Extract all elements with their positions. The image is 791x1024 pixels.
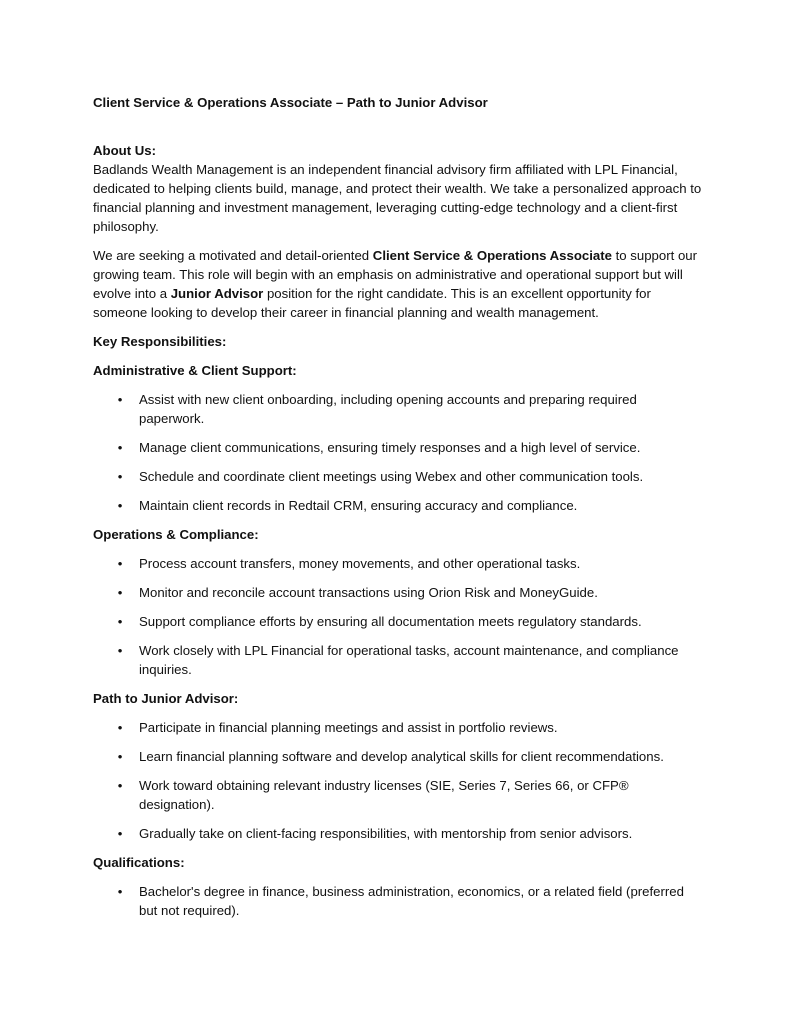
bullet-icon: • [117,826,123,841]
list-item-text: Support compliance efforts by ensuring all documentation meets regulatory standards. [139,614,642,629]
list-item-text: Assist with new client onboarding, including opening accounts and preparing required paperwork. [139,392,637,426]
list-item [93,554,703,573]
list-item-text: Participate in financial planning meetings and assist in portfolio reviews. [139,720,558,735]
list-item [93,882,703,920]
bullet-icon: • [117,720,123,735]
about-paragraph: Badlands Wealth Management is an independent financial advisory firm affiliated with LPL Financial, dedicated to helping clients build, manage, and protect their wealth. We take a personalized approach to financial planning and investment management, leveraging cutting-edge technology and a client-first philosophy. [93,162,702,234]
intro-advisor-name: Junior Advisor [170,286,264,301]
section-heading-admin: Administrative & Client Support: [93,363,297,378]
about-heading: About Us: [93,143,156,158]
list-item [93,390,703,428]
bullet-icon: • [117,749,123,764]
list-item [93,824,703,843]
bullet-icon: • [117,498,123,513]
list-item-text: Gradually take on client-facing responsibilities, with mentorship from senior advisors. [139,826,633,841]
list-item [93,467,703,486]
intro-role-name: Client Service & Operations Associate [372,248,612,263]
list-item [93,718,703,737]
list-item [93,612,703,631]
intro-text-2: to support our growing team. This role will begin with an emphasis on administrative and operational support but will evolve into a [93,248,698,301]
bullet-list-path [93,718,703,843]
list-item-text: Schedule and coordinate client meetings using Webex and other communication tools. [139,469,644,484]
bullet-list-qualifications [93,882,703,920]
list-item-text: Work closely with LPL Financial for operational tasks, account maintenance, and compliance inquiries. [139,643,679,677]
section-heading-operations: Operations & Compliance: [93,527,259,542]
key-responsibilities-heading: Key Responsibilities: [93,334,227,349]
page-title: Client Service & Operations Associate – Path to Junior Advisor [93,95,488,110]
bullet-icon: • [117,392,123,407]
list-item [93,583,703,602]
bullet-list-admin [93,390,703,515]
list-item [93,776,703,814]
list-item [93,641,703,679]
intro-text-1: We are seeking a motivated and detail-oriented [93,248,373,263]
intro-text-3: position for the right candidate. This is an excellent opportunity for someone looking to develop their career in financial planning and wealth management. [93,286,651,320]
intro-paragraph [93,246,703,322]
list-item [93,747,703,766]
bullet-icon: • [117,614,123,629]
list-item [93,496,703,515]
document-page [93,93,703,920]
section-heading-qualifications: Qualifications: [93,855,185,870]
list-item-text: Monitor and reconcile account transactions using Orion Risk and MoneyGuide. [139,585,598,600]
bullet-icon: • [117,556,123,571]
bullet-icon: • [117,884,123,899]
bullet-icon: • [117,778,123,793]
list-item-text: Learn financial planning software and develop analytical skills for client recommendations. [139,749,664,764]
bullet-icon: • [117,440,123,455]
bullet-icon: • [117,585,123,600]
bullet-icon: • [117,469,123,484]
list-item [93,438,703,457]
section-heading-path: Path to Junior Advisor: [93,691,239,706]
list-item-text: Process account transfers, money movements, and other operational tasks. [139,556,581,571]
list-item-text: Bachelor's degree in finance, business administration, economics, or a related field (preferred but not required). [139,884,684,918]
bullet-list-operations [93,554,703,679]
bullet-icon: • [117,643,123,658]
list-item-text: Work toward obtaining relevant industry licenses (SIE, Series 7, Series 66, or CFP® designation). [139,778,629,812]
list-item-text: Maintain client records in Redtail CRM, ensuring accuracy and compliance. [139,498,578,513]
list-item-text: Manage client communications, ensuring timely responses and a high level of service. [139,440,641,455]
